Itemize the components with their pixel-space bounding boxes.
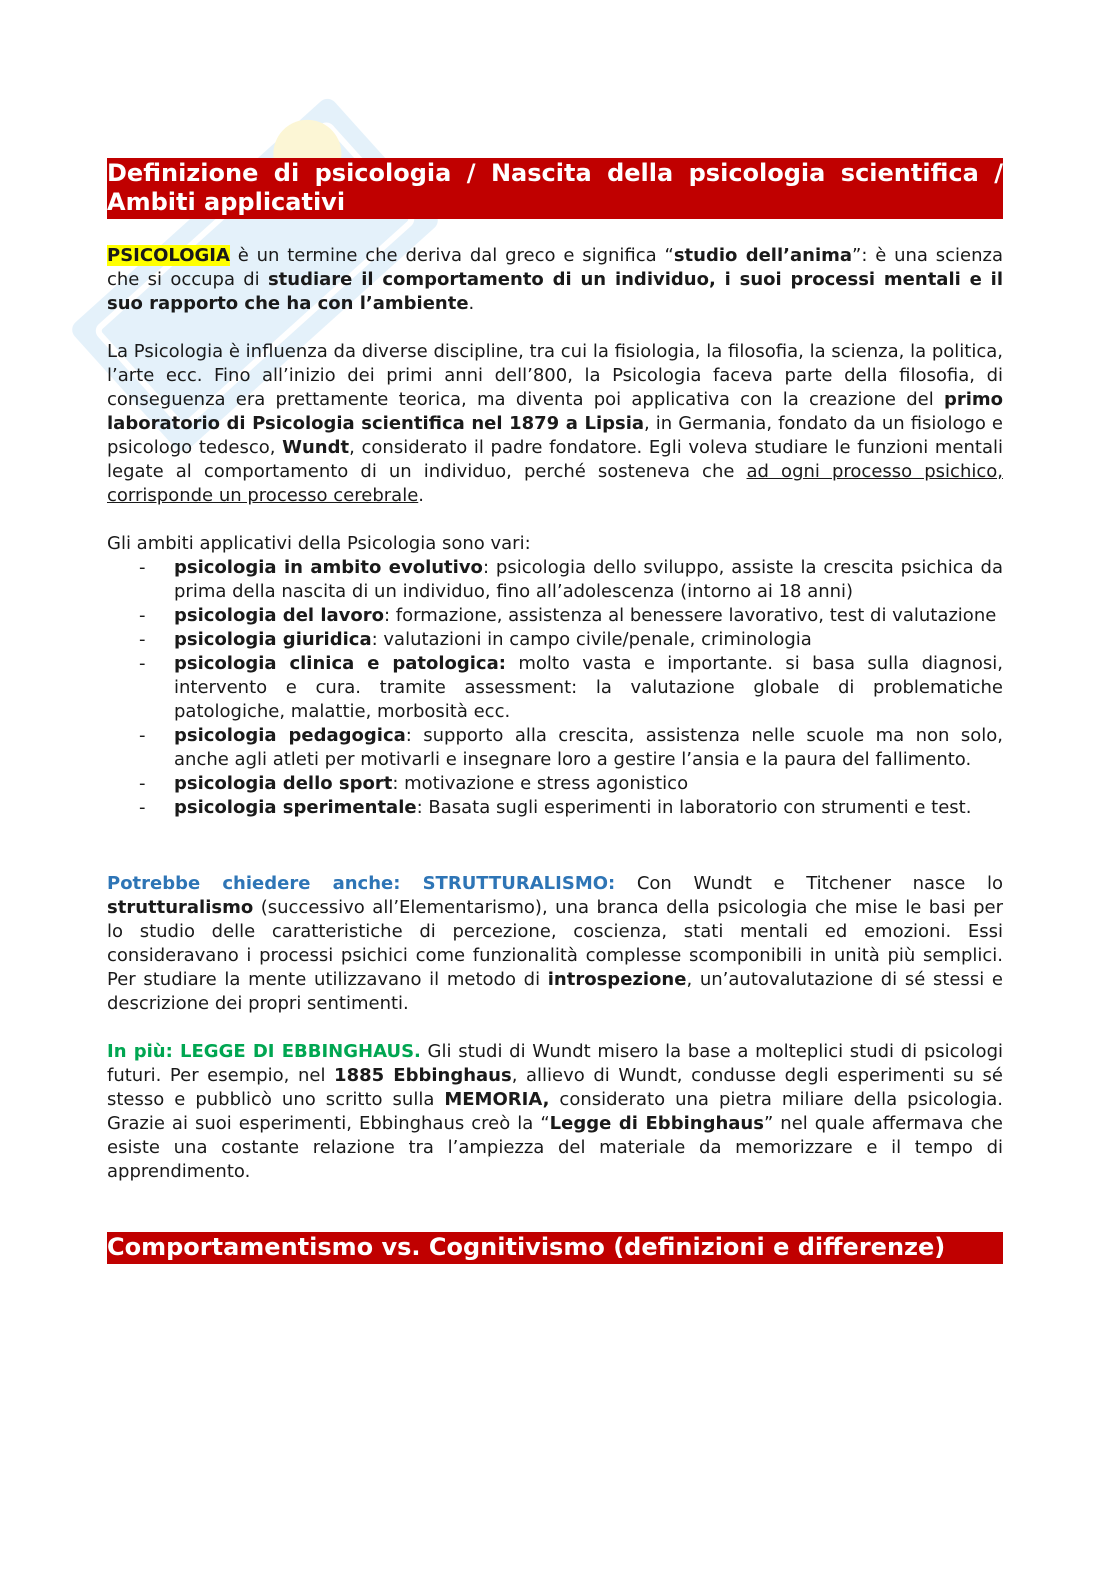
paragraph-definition: PSICOLOGIA è un termine che deriva dal greco e significa “studio dell’anima”: è una scienza che si occupa di studiare il comportamento di un individuo, i suoi processi mentali e il suo rapporto che ha con l’ambiente.: [107, 245, 1003, 314]
list-item: - psicologia giuridica: valutazioni in campo civile/penale, criminologia: [139, 629, 812, 650]
paragraph-history: La Psicologia è influenza da diverse discipline, tra cui la fisiologia, la filosofia, la scienza, la politica, l’arte ecc. Fino all’inizio dei primi anni dell’800, la Psicologia faceva parte della filosofia, di conseguenza era prettamente teorica, ma diventa poi applicativa con la creazione del primo laboratorio di Psicologia scientifica nel 1879 a Lipsia, in Germania, fondato da un fisiologo e psicologo tedesco, Wundt, considerato il padre fondatore. Egli voleva studiare le funzioni mentali legate al comportamento di un individuo, perché sosteneva che ad ogni processo psichico, corrisponde un processo cerebrale.: [107, 341, 1004, 506]
paragraph-strutturalismo: Potrebbe chiedere anche: STRUTTURALISMO: Con Wundt e Titchener nasce lo strutturalismo (successivo all’Elementarismo), una branca della psicologia che mise le basi per lo studio delle caratteristiche di percezione, coscienza, stati mentali ed emozioni. Essi consideravano i processi psichici come funzionalità complesse scomponibili in unità più semplici. Per studiare la mente utilizzavano il metodo di introspezione, un’autovalutazione di sé stessi e descrizione dei propri sentimenti.: [107, 873, 1003, 1014]
section-heading: Comportamentismo vs. Cognitivismo (definizioni e differenze): [107, 1232, 1003, 1264]
list-item: - psicologia dello sport: motivazione e stress agonistico: [139, 773, 689, 794]
fields-list: [107, 556, 1003, 820]
callout-label: Potrebbe chiedere anche: STRUTTURALISMO:: [107, 873, 616, 894]
document-page: [107, 158, 1003, 1264]
list-item: - psicologia pedagogica: supporto alla crescita, assistenza nelle scuole ma non solo, anche agli atleti per motivarli e insegnare loro a gestire l’ansia e la paura del fallimento.: [139, 725, 1003, 770]
list-item: - psicologia clinica e patologica: molto vasta e importante. si basa sulla diagnosi, intervento e cura. tramite assessment: la valutazione globale di problematiche patologiche, malattie, morbosità ecc.: [139, 653, 1003, 722]
callout-label: In più: LEGGE DI EBBINGHAUS.: [107, 1041, 421, 1062]
section-heading: Definizione di psicologia / Nascita della psicologia scientifica / Ambiti applicativi: [107, 158, 1003, 219]
list-item: - psicologia sperimentale: Basata sugli esperimenti in laboratorio con strumenti e test.: [139, 797, 972, 818]
paragraph-ebbinghaus: In più: LEGGE DI EBBINGHAUS. Gli studi di Wundt misero la base a molteplici studi di psicologi futuri. Per esempio, nel 1885 Ebbinghaus, allievo di Wundt, condusse degli esperimenti su sé stesso e pubblicò uno scritto sulla MEMORIA, considerato una pietra miliare della psicologia. Grazie ai suoi esperimenti, Ebbinghaus creò la “Legge di Ebbinghaus” nel quale affermava che esiste una costante relazione tra l’ampiezza del materiale da memorizzare e il tempo di apprendimento.: [107, 1041, 1003, 1182]
list-item: - psicologia del lavoro: formazione, assistenza al benessere lavorativo, test di valutazione: [139, 605, 997, 626]
highlighted-term: PSICOLOGIA: [107, 245, 230, 266]
paragraph-fields-intro: Gli ambiti applicativi della Psicologia sono vari:: [107, 533, 531, 554]
list-item: - psicologia in ambito evolutivo: psicologia dello sviluppo, assiste la crescita psichica da prima della nascita di un individuo, fino all’adolescenza (intorno ai 18 anni): [139, 557, 1004, 602]
